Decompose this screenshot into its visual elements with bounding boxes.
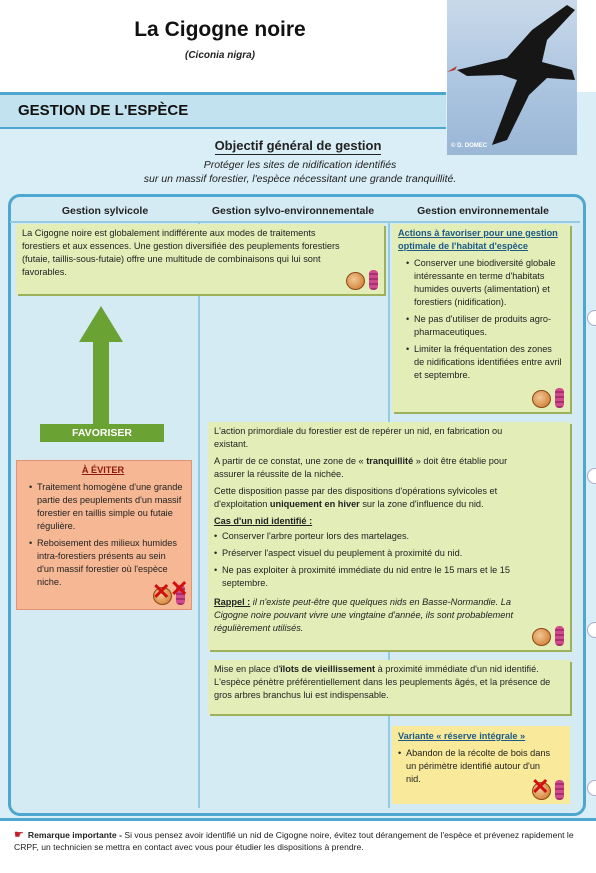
ilots-box	[208, 660, 570, 714]
list-item: • Abandon de la récolte de bois dans un périmètre identifié autour d'un nid.	[398, 747, 564, 786]
objective-title: Objectif général de gestion	[214, 138, 382, 153]
list-item: • Traitement homogène d'une grande partie des peuplements d'un massif forestier en taillis simple ou futaie régulière.	[29, 481, 185, 533]
list-item: • Conserver une biodiversité globale intéressante en terme d'habitats humides ouverts (alimentation) et forestiers (nidification).	[406, 257, 564, 309]
column-divider	[198, 222, 200, 808]
list-item: • Limiter la fréquentation des zones de nidifications identifiées entre avril et septembre.	[406, 343, 564, 382]
nest-box	[208, 422, 570, 650]
flower-icon	[555, 780, 564, 800]
column-header-env: Gestion environnementale	[417, 205, 549, 217]
nest-rappel: Rappel : il n'existe peut-être que quelques nids en Basse-Normandie. La Cigogne noire pouvant vivre une vingtaine d'année, ils sont probablement régulièrement utilisés.	[214, 597, 514, 633]
actions-title: Actions à favoriser pour une gestion optimale de l'habitat d'espèce	[398, 228, 558, 251]
flower-icon	[555, 626, 564, 646]
favoriser-label: FAVORISER	[40, 424, 164, 442]
eviter-title: À ÉVITER	[81, 465, 125, 475]
ilots-text: Mise en place d'îlots de vieillissement à proximité immédiate d'un nid identifié. L'espèce pénètre préférentiellement dans les peuplements âgés, et la présence de gros arbres branchus lui est indispensable.	[214, 664, 551, 700]
objective-text: Protéger les sites de nidification identifiés sur un massif forestier, l'espèce nécessitant une grande tranquillité.	[143, 159, 457, 185]
variante-box	[392, 726, 570, 804]
column-header-sylvo-env: Gestion sylvo-environnementale	[211, 205, 375, 217]
general-box	[16, 224, 384, 294]
section-bar	[0, 92, 446, 129]
footer-text: ☛ Remarque importante - Si vous pensez avoir identifié un nid de Cigogne noire, évitez tout dérangement de l'espèce et prévenez rapidement le CRPF, un technicien se mettra en contact avec vous pour étudier les dispositions à prendre.	[14, 829, 574, 852]
flower-crossed-icon: ✕	[176, 585, 185, 605]
page-title: La Cigogne noire	[134, 18, 306, 41]
eviter-box	[16, 460, 192, 610]
section-title: GESTION DE L'ESPÈCE	[18, 102, 189, 119]
mushroom-icon	[346, 272, 365, 290]
arrow-up-icon	[79, 306, 123, 342]
column-header-sylvicole: Gestion sylvicole	[61, 205, 149, 217]
list-item: • Reboisement des milieux humides intra-forestiers présents au sein d'un massif forestier où l'espèce niche.	[29, 537, 185, 589]
mushroom-crossed-icon: ✕	[152, 579, 171, 604]
mushroom-icon	[532, 628, 551, 646]
list-item: • Ne pas d'utiliser de produits agro-pharmaceutiques.	[406, 313, 564, 339]
variante-title: Variante « réserve intégrale »	[398, 731, 526, 741]
footer	[0, 818, 596, 873]
stork-silhouette	[447, 0, 577, 155]
nest-p2: A partir de ce constat, une zone de « tranquillité » doit être établie pour assurer la réussite de la nichée.	[214, 456, 508, 479]
stork-photo	[447, 0, 577, 155]
header-divider	[10, 221, 580, 223]
list-item: • Préserver l'aspect visuel du peuplement à proximité du nid.	[214, 547, 530, 560]
nest-p3: Cette disposition passe par des dispositions d'opérations sylvicoles et d'exploitation uniquement en hiver sur la zone d'influence du nid.	[214, 486, 498, 509]
actions-box	[392, 224, 570, 412]
nest-case-title: Cas d'un nid identifié :	[214, 516, 313, 526]
flower-icon	[369, 270, 378, 290]
flower-icon	[555, 388, 564, 408]
nest-p1: L'action primordiale du forestier est de repérer un nid, en fabrication ou existant.	[214, 426, 503, 449]
general-text: La Cigogne noire est globalement indifférente aux modes de traitements forestiers et aux essences. Une gestion diversifiée des peuplements forestiers (futaie, taillis-sous-futaie) offre une multitude de combinaisons qui lui sont favorables.	[22, 228, 340, 277]
nest-case-list	[214, 530, 530, 590]
list-item: • Conserver l'arbre porteur lors des martelages.	[214, 530, 530, 543]
eviter-list	[21, 481, 185, 589]
pointing-hand-icon: ☛	[14, 829, 24, 841]
actions-list	[398, 257, 564, 382]
arrow-shaft	[93, 340, 109, 426]
photo-credit: © D. DOMEC	[451, 143, 488, 149]
list-item: • Ne pas exploiter à proximité immédiate du nid entre le 15 mars et le 15 septembre.	[214, 564, 530, 590]
page-subtitle: (Ciconia nigra)	[184, 50, 255, 61]
mushroom-crossed-icon: ✕	[531, 774, 550, 799]
mushroom-icon	[532, 390, 551, 408]
